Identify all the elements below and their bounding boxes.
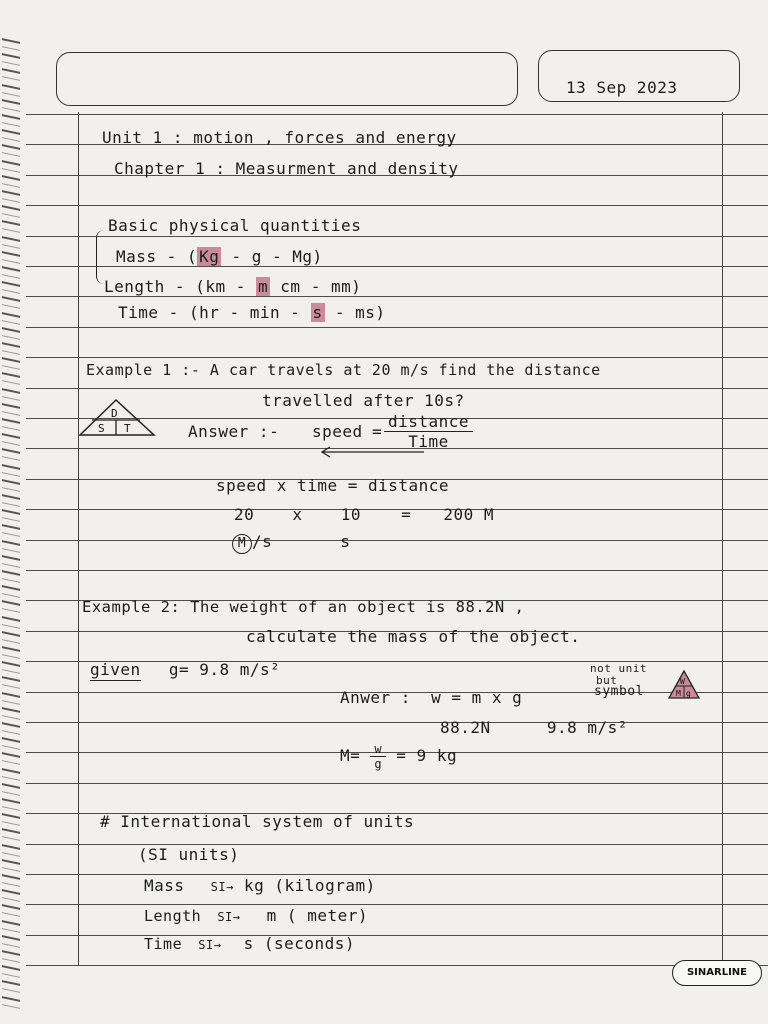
ruled-line [26,540,768,541]
si-sub: (SI units) [138,845,240,864]
spiral-ring [2,798,20,811]
spiral-ring [2,920,20,933]
spiral-ring [2,160,20,173]
length-post: cm - mm) [280,277,362,296]
ruled-line [26,874,768,875]
spiral-ring [2,357,20,370]
dst-triangle [78,398,158,438]
spiral-ring [2,783,20,796]
example1-calc2 [234,505,494,524]
example2-values [440,718,628,737]
spiral-ring [2,904,20,917]
time-pre: (hr - min - [188,303,301,322]
mass-label: Mass - [116,247,177,266]
spiral-ring [2,889,20,902]
spiral-ring [2,220,20,233]
unit-s: s [340,532,351,551]
spiral-ring [2,38,20,51]
spiral-ring [2,144,20,157]
wmg-triangle-left: M [676,689,681,698]
brand-logo: SINARLINE [672,960,762,986]
spiral-ring [2,509,20,522]
spiral-ring [2,68,20,81]
ruled-line [26,327,768,328]
time-label: Time - [118,303,179,322]
spiral-ring [2,84,20,97]
spiral-ring [2,996,20,1009]
wmg-triangle [668,670,700,700]
example2-mass-result [340,742,457,771]
spiral-ring [2,327,20,340]
ruled-line [26,388,768,389]
margin-line-right [722,112,723,966]
ruled-line [26,965,768,966]
spiral-ring [2,965,20,978]
spiral-ring [2,418,20,431]
example1-answer-label: Answer :- [188,422,280,441]
g-unit-value: 9.8 m/s² [546,718,628,737]
ruled-line [26,296,768,297]
unit-rest: /s [252,532,273,551]
mass-prefix: M= [340,746,361,765]
example1-calc1: speed x time = distance [216,476,450,495]
example1-line1: Example 1 :- A car travels at 20 m/s find the distance [86,361,601,379]
spiral-ring [2,980,20,993]
spiral-ring [2,296,20,309]
margin-line-left [78,112,79,966]
spiral-ring [2,448,20,461]
spiral-ring [2,646,20,659]
unit-title: Unit 1 : motion , forces and energy [102,128,457,147]
mass-result: = 9 kg [396,746,458,765]
example2-line2: calculate the mass of the object. [246,627,581,646]
spiral-ring [2,859,20,872]
basic-heading: Basic physical quantities [108,216,362,235]
example1-eq: = [372,422,383,441]
spiral-ring [2,524,20,537]
si-length-row [144,906,368,925]
spiral-ring [2,464,20,477]
spiral-ring [2,676,20,689]
calc2-eq: = [401,505,412,524]
si-mass-label: Mass [144,876,185,895]
si-time-value: s (seconds) [243,934,356,953]
spiral-ring [2,479,20,492]
si-length-value: m ( meter) [266,906,368,925]
spiral-ring [2,342,20,355]
ruled-line [26,935,768,936]
spiral-ring [2,813,20,826]
time-row [118,303,386,322]
calc2-c: 200 M [443,505,495,524]
si-length-label: Length [144,907,202,925]
ruled-line [26,266,768,267]
example1-units [232,532,351,554]
spiral-ring [2,266,20,279]
calc2-b: 10 [340,505,361,524]
si-length-arrow: SI→ [217,910,241,924]
spiral-ring [2,540,20,553]
ruled-line [26,205,768,206]
mass-highlight: Kg [199,247,220,266]
spiral-ring [2,935,20,948]
unit-circle: M [232,534,252,554]
example2-given [90,660,280,679]
spiral-ring [2,205,20,218]
si-mass-value: kg (kilogram) [244,876,376,895]
spiral-ring [2,99,20,112]
example2-formula: w = m x g [431,688,523,707]
spiral-ring [2,236,20,249]
ruled-line [26,114,768,115]
calc2-x: x [292,505,303,524]
chapter-title: Chapter 1 : Measurment and density [114,159,459,178]
wmg-triangle-right: g [686,689,691,698]
spiral-ring [2,53,20,66]
note-but: but [596,674,618,687]
spiral-ring [2,752,20,765]
example2-answer [340,688,522,707]
mass-row [116,247,323,266]
note-symbol: symbol [594,684,644,699]
spiral-ring [2,388,20,401]
title-box [56,52,518,106]
si-time-label: Time [144,935,183,953]
spiral-ring [2,251,20,264]
ruled-line [26,357,768,358]
spiral-ring [2,722,20,735]
si-heading: # International system of units [100,812,415,831]
ruled-line [26,783,768,784]
ruled-line [26,570,768,571]
example1-speed: speed [312,422,363,441]
si-time-row [144,934,355,953]
fraction-numerator: distance [384,412,473,432]
mass-frac-den: g [374,757,383,771]
fraction-denominator: Time [408,432,449,451]
spiral-ring [2,844,20,857]
spiral-ring [2,707,20,720]
spiral-ring [2,600,20,613]
dst-triangle-left: S [98,422,105,435]
length-row [104,277,361,296]
spiral-ring [2,570,20,583]
spiral-ring [2,372,20,385]
spiral-binding [0,0,26,1024]
mass-frac-num: w [370,742,386,757]
ruled-line [26,722,768,723]
dst-triangle-right: T [124,422,131,435]
spiral-ring [2,555,20,568]
note-not-unit: not unit [590,662,647,675]
spiral-ring [2,768,20,781]
spiral-ring [2,312,20,325]
length-label: Length - [104,277,186,296]
spiral-ring [2,950,20,963]
mass-rest: - g - Mg) [231,247,323,266]
spiral-ring [2,114,20,127]
spiral-ring [2,737,20,750]
spiral-ring [2,692,20,705]
spiral-ring [2,661,20,674]
length-highlight: m [258,277,269,296]
spiral-ring [2,433,20,446]
spiral-ring [2,631,20,644]
given-label: given [90,660,141,679]
example1-line2: travelled after 10s? [262,391,465,410]
si-mass-row [144,876,376,895]
spiral-ring [2,281,20,294]
spiral-ring [2,403,20,416]
spiral-ring [2,616,20,629]
spiral-ring [2,494,20,507]
example2-line1: Example 2: The weight of an object is 88.2N , [82,598,525,616]
length-pre: (km - [195,277,246,296]
time-post: - ms) [334,303,386,322]
mass-open: ( [186,247,198,266]
g-value: g= 9.8 m/s² [168,660,281,679]
return-arrow [318,445,428,459]
quantities-brace [96,230,107,284]
example2-answer-label: Anwer : [340,688,411,707]
time-highlight: s [312,303,323,322]
calc2-a: 20 [234,505,255,524]
wmg-triangle-top: W [680,677,685,686]
weight-value: 88.2N [440,718,491,737]
ruled-line [26,236,768,237]
spiral-ring [2,585,20,598]
si-time-arrow: SI→ [198,938,222,952]
spiral-ring [2,828,20,841]
dst-triangle-top: D [111,407,118,420]
si-mass-arrow: SI→ [210,880,234,894]
spiral-ring [2,190,20,203]
date-text: 13 Sep 2023 [566,78,678,97]
ruled-line [26,904,768,905]
spiral-ring [2,129,20,142]
spiral-ring [2,175,20,188]
spiral-ring [2,874,20,887]
